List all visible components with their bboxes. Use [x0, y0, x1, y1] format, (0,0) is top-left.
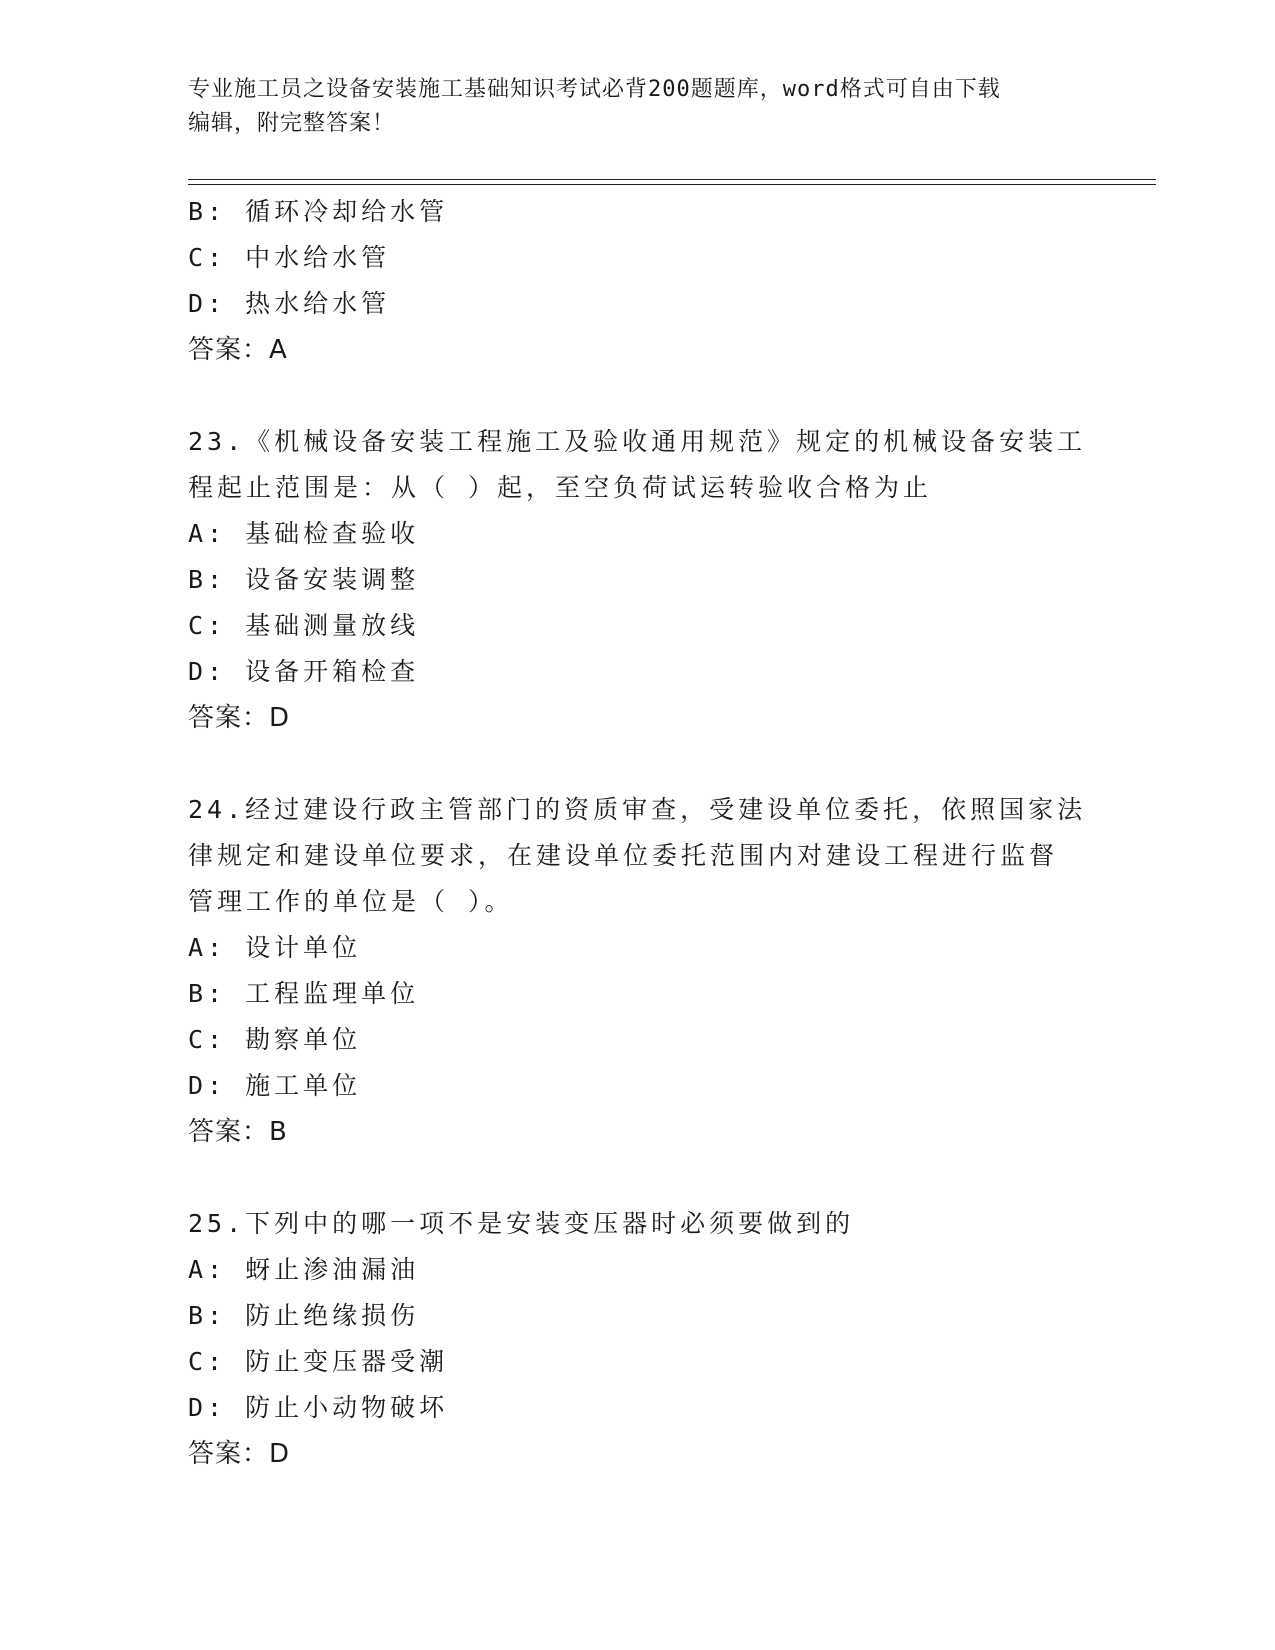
answer: 答案：B [188, 1117, 288, 1147]
option-b: B: 设备安装调整 [188, 565, 420, 594]
option-b: B: 防止绝缘损伤 [188, 1301, 420, 1330]
header-divider-bottom [188, 184, 1156, 185]
question-list [188, 189, 1088, 1477]
answer: 答案：D [188, 1439, 291, 1469]
header-line-2: 编辑，附完整答案！ [188, 111, 396, 136]
header-divider-top [188, 179, 1156, 180]
question-stem-line: 24.经过建设行政主管部门的资质审查，受建设单位委托，依照国家法 [188, 795, 1087, 824]
question-23 [188, 419, 1088, 741]
option-a: A: 基础检查验收 [188, 519, 420, 548]
option-d: D: 设备开箱检查 [188, 657, 420, 686]
spacer [188, 373, 1088, 419]
option-d: D: 热水给水管 [188, 289, 391, 318]
option-d: D: 施工单位 [188, 1071, 362, 1100]
spacer [188, 1155, 1088, 1201]
option-c: C: 勘察单位 [188, 1025, 362, 1054]
question-stem-line: 23.《机械设备安装工程施工及验收通用规范》规定的机械设备安装工 [188, 427, 1087, 456]
option-a: A: 设计单位 [188, 933, 362, 962]
header-line-1: 专业施工员之设备安装施工基础知识考试必背200题题库，word格式可自由下载 [188, 77, 1001, 102]
question-stem-line: 管理工作的单位是（ ）。 [188, 887, 514, 916]
question-stem-line: 25.下列中的哪一项不是安装变压器时必须要做到的 [188, 1209, 855, 1238]
answer: 答案：D [188, 703, 291, 733]
option-d: D: 防止小动物破坏 [188, 1393, 449, 1422]
question-22-tail [188, 189, 1088, 373]
option-c: C: 中水给水管 [188, 243, 391, 272]
spacer [188, 741, 1088, 787]
option-b: B: 循环冷却给水管 [188, 197, 449, 226]
question-25 [188, 1201, 1088, 1477]
question-24 [188, 787, 1088, 1155]
option-c: C: 基础测量放线 [188, 611, 420, 640]
question-stem-line: 律规定和建设单位要求，在建设单位委托范围内对建设工程进行监督 [188, 841, 1059, 870]
option-c: C: 防止变压器受潮 [188, 1347, 449, 1376]
document-header [188, 73, 1088, 141]
question-stem-line: 程起止范围是：从（ ）起，至空负荷试运转验收合格为止 [188, 473, 933, 502]
option-a: A: 蚜止渗油漏油 [188, 1255, 420, 1284]
option-b: B: 工程监理单位 [188, 979, 420, 1008]
answer: 答案：A [188, 335, 288, 365]
